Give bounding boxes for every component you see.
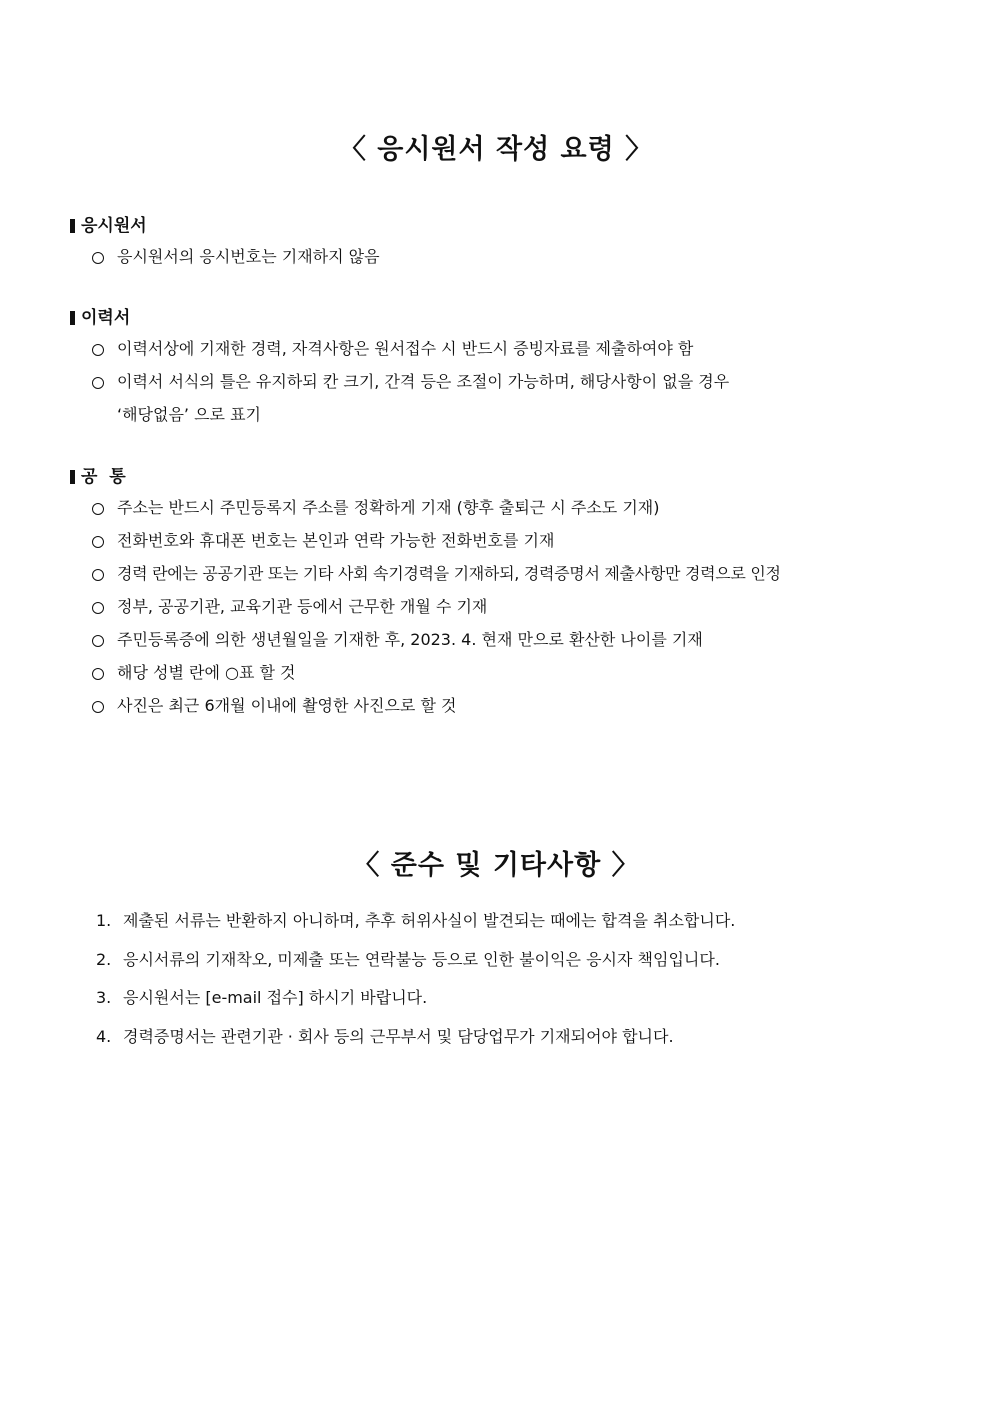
list-item-text: 전화번호와 휴대폰 번호는 본인과 연락 가능한 전화번호를 기재: [117, 531, 555, 550]
section-heading: [70, 304, 930, 332]
list-item-text: 주소는 반드시 주민등록지 주소를 정확하게 기재 (향후 출퇴근 시 주소도 기재): [117, 498, 660, 517]
note-number: 2.: [96, 949, 112, 969]
note-text: 응시서류의 기재착오, 미제출 또는 연락불능 등으로 인한 불이익은 응시자 책임입니다.: [123, 949, 720, 969]
list-item: [70, 491, 930, 524]
list-item: [70, 590, 930, 623]
section-title-compliance: 〈 준수 및 기타사항 〉: [352, 850, 640, 881]
list-item-text: 해당 성별 란에 ○표 할 것: [117, 663, 296, 682]
circle-bullet-icon: [92, 344, 104, 356]
list-item: [70, 689, 930, 722]
list-item-text: 사진은 최근 6개월 이내에 촬영한 사진으로 할 것: [117, 696, 457, 715]
section-heading-text: 응시원서: [81, 216, 147, 236]
heading-marker: [70, 311, 75, 325]
list-item-text: 주민등록증에 의한 생년월일을 기재한 후, 2023. 4. 현재 만으로 환산한 나이를 기재: [117, 630, 703, 649]
note-number: 4.: [96, 1026, 112, 1046]
circle-bullet-icon: [92, 377, 104, 389]
circle-bullet-icon: [92, 536, 104, 548]
notes-list: [96, 902, 916, 1056]
circle-bullet-icon: [92, 602, 104, 614]
list-item-text: 응시원서의 응시번호는 기재하지 않음: [117, 247, 380, 266]
list-item: [70, 557, 930, 590]
section-heading: [70, 212, 930, 240]
list-item: [70, 623, 930, 656]
circle-bullet-icon: [92, 569, 104, 581]
list-item-text: 경력 란에는 공공기관 또는 기타 사회 속기경력을 기재하되, 경력증명서 제출사항만 경력으로 인정: [117, 564, 781, 583]
list-item: [70, 524, 930, 557]
note-item: [96, 941, 916, 980]
heading-marker: [70, 470, 75, 484]
section-heading-text: 공 통: [81, 467, 126, 487]
note-text: 제출된 서류는 반환하지 아니하며, 추후 허위사실이 발견되는 때에는 합격을 취소합니다.: [123, 911, 736, 930]
list-item-continuation: ‘해당없음’ 으로 표기: [117, 405, 261, 424]
note-item: [96, 1018, 916, 1057]
list-item-text: 정부, 공공기관, 교육기관 등에서 근무한 개월 수 기재: [117, 597, 488, 616]
circle-bullet-icon: [92, 503, 104, 515]
circle-bullet-icon: [92, 701, 104, 713]
list-item-text: 이력서상에 기재한 경력, 자격사항은 원서접수 시 반드시 증빙자료를 제출하여야 함: [117, 339, 694, 358]
note-text: 경력증명서는 관련기관 · 회사 등의 근무부서 및 담당업무가 기재되어야 합니다.: [123, 1026, 674, 1046]
section-common: [70, 463, 930, 722]
section-heading: [70, 463, 930, 491]
list-item: [70, 365, 930, 431]
list-item: [70, 656, 930, 689]
list-item: [70, 332, 930, 365]
note-number: 3.: [96, 988, 112, 1007]
circle-bullet-icon: [92, 668, 104, 680]
list-item-text: 이력서 서식의 틀은 유지하되 칸 크기, 간격 등은 조절이 가능하며, 해당사항이 없을 경우: [117, 372, 730, 391]
section-application-form: [70, 212, 930, 273]
list-item: [70, 240, 930, 273]
section-resume: [70, 304, 930, 431]
note-text: 응시원서는 [e-mail 접수] 하시기 바랍니다.: [123, 988, 428, 1007]
heading-marker: [70, 219, 75, 233]
section-heading-text: 이력서: [81, 308, 131, 328]
note-item: [96, 979, 916, 1018]
circle-bullet-icon: [92, 635, 104, 647]
circle-bullet-icon: [92, 252, 104, 264]
page-title: 〈 응시원서 작성 요령 〉: [338, 134, 654, 165]
note-number: 1.: [96, 911, 112, 930]
note-item: [96, 902, 916, 941]
